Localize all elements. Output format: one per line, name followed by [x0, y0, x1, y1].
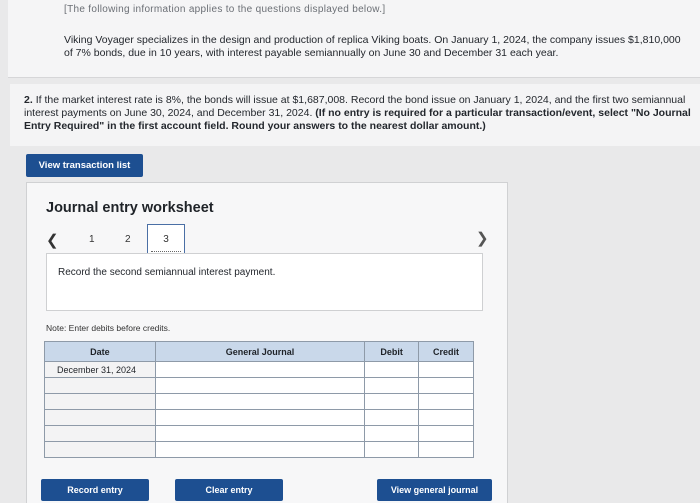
credit-input[interactable]	[419, 426, 474, 442]
transaction-instruction: Record the second semiannual interest payment.	[58, 267, 276, 278]
debit-input[interactable]	[365, 394, 419, 410]
view-general-journal-button[interactable]: View general journal	[377, 479, 492, 501]
record-entry-button[interactable]: Record entry	[41, 479, 149, 501]
date-cell	[45, 378, 156, 394]
chevron-right-icon[interactable]: ❯	[476, 230, 489, 247]
debit-column-header: Debit	[365, 342, 419, 362]
question-number: 2.	[24, 94, 33, 106]
page-tab-3-active[interactable]: 3	[147, 224, 185, 255]
date-cell	[45, 410, 156, 426]
credit-column-header: Credit	[419, 342, 474, 362]
date-column-header: Date	[45, 342, 156, 362]
problem-header-card	[8, 0, 700, 78]
date-cell: December 31, 2024	[45, 362, 156, 378]
page-tab-2[interactable]: 2	[125, 234, 131, 245]
date-cell	[45, 426, 156, 442]
credit-input[interactable]	[419, 410, 474, 426]
problem-intro: Viking Voyager specializes in the design and production of replica Viking boats. On January 1, 2024, the company issues $1,810,000 of 7% bonds, due in 10 years, with interest payable semiannually on June 30 and December 31 each year.	[64, 34, 681, 59]
table-row	[45, 442, 474, 458]
account-input[interactable]	[155, 362, 364, 378]
cutoff-header-text: [The following information applies to the questions displayed below.]	[64, 4, 386, 15]
credit-input[interactable]	[419, 362, 474, 378]
credit-input[interactable]	[419, 442, 474, 458]
clear-entry-button[interactable]: Clear entry	[175, 479, 283, 501]
question-text	[24, 94, 694, 133]
account-input[interactable]	[155, 442, 364, 458]
question-instructions: (If no entry is required for a particular transaction/event, select "No Journal Entry Required" in the first account field. Round your answers to the nearest dollar amount.)	[24, 107, 691, 132]
account-input[interactable]	[155, 378, 364, 394]
table-row	[45, 378, 474, 394]
debit-input[interactable]	[365, 442, 419, 458]
table-row	[45, 410, 474, 426]
debit-credit-note: Note: Enter debits before credits.	[46, 323, 171, 333]
question-body: If the market interest rate is 8%, the bonds will issue at $1,687,008. Record the bond issue on January 1, 2024, and the first two semiannual interest payments on June 30, 2024, and December 31, 2024.	[24, 94, 686, 119]
worksheet-title: Journal entry worksheet	[46, 200, 214, 216]
question-card	[10, 84, 700, 146]
credit-input[interactable]	[419, 378, 474, 394]
credit-input[interactable]	[419, 394, 474, 410]
date-cell	[45, 394, 156, 410]
chevron-left-icon[interactable]: ❮	[46, 232, 59, 249]
debit-input[interactable]	[365, 378, 419, 394]
account-input[interactable]	[155, 410, 364, 426]
journal-entry-table	[44, 341, 474, 458]
view-transaction-list-button[interactable]: View transaction list	[26, 154, 143, 177]
table-row	[45, 394, 474, 410]
debit-input[interactable]	[365, 362, 419, 378]
table-row	[45, 426, 474, 442]
table-row	[45, 362, 474, 378]
journal-entry-worksheet	[26, 182, 508, 503]
date-cell	[45, 442, 156, 458]
transaction-instruction-box	[46, 253, 483, 311]
account-column-header: General Journal	[155, 342, 364, 362]
account-input[interactable]	[155, 394, 364, 410]
debit-input[interactable]	[365, 410, 419, 426]
account-input[interactable]	[155, 426, 364, 442]
debit-input[interactable]	[365, 426, 419, 442]
page-tab-1[interactable]: 1	[89, 234, 95, 245]
